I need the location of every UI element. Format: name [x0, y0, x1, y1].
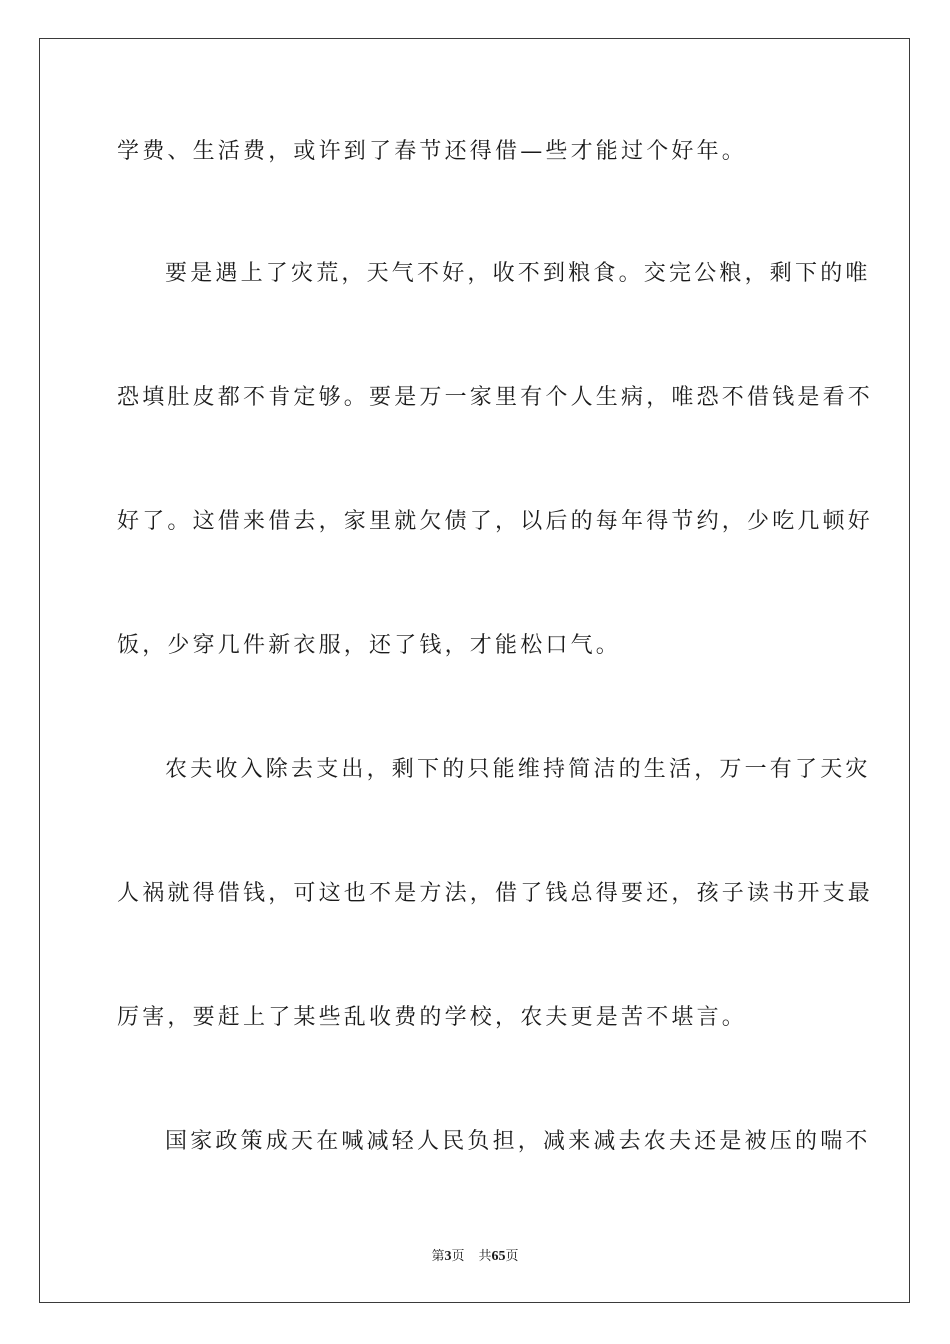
paragraph-line-indented: 国家政策成天在喊减轻人民负担，减来减去农夫还是被压的喘不: [165, 1129, 871, 1154]
paragraph-line-indented: 要是遇上了灾荒，天气不好，收不到粮食。交完公粮，剩下的唯: [165, 261, 871, 286]
page-number: 3: [444, 1249, 452, 1264]
page-prefix: 第: [431, 1249, 445, 1264]
text-line: 饭，少穿几件新衣服，还了钱，才能松口气。: [117, 633, 622, 658]
page-border: [39, 38, 910, 1303]
total-prefix: 共: [478, 1249, 492, 1264]
total-pages: 65: [491, 1249, 506, 1264]
page-suffix: 页: [451, 1249, 465, 1264]
text-line: 厉害，要赶上了某些乱收费的学校，农夫更是苦不堪言。: [117, 1005, 748, 1030]
text-line: 好了。这借来借去，家里就欠债了，以后的每年得节约，少吃几顿好: [117, 509, 874, 534]
paragraph-line-indented: 农夫收入除去支出，剩下的只能维持简洁的生活，万一有了天灾: [165, 757, 871, 782]
page-footer: [0, 1248, 950, 1266]
text-line: 人祸就得借钱，可这也不是方法，借了钱总得要还，孩子读书开支最: [117, 881, 874, 906]
text-line: 恐填肚皮都不肯定够。要是万一家里有个人生病，唯恐不借钱是看不: [117, 385, 874, 410]
text-line: 学费、生活费，或许到了春节还得借—些才能过个好年。: [117, 139, 748, 164]
total-suffix: 页: [505, 1249, 519, 1264]
